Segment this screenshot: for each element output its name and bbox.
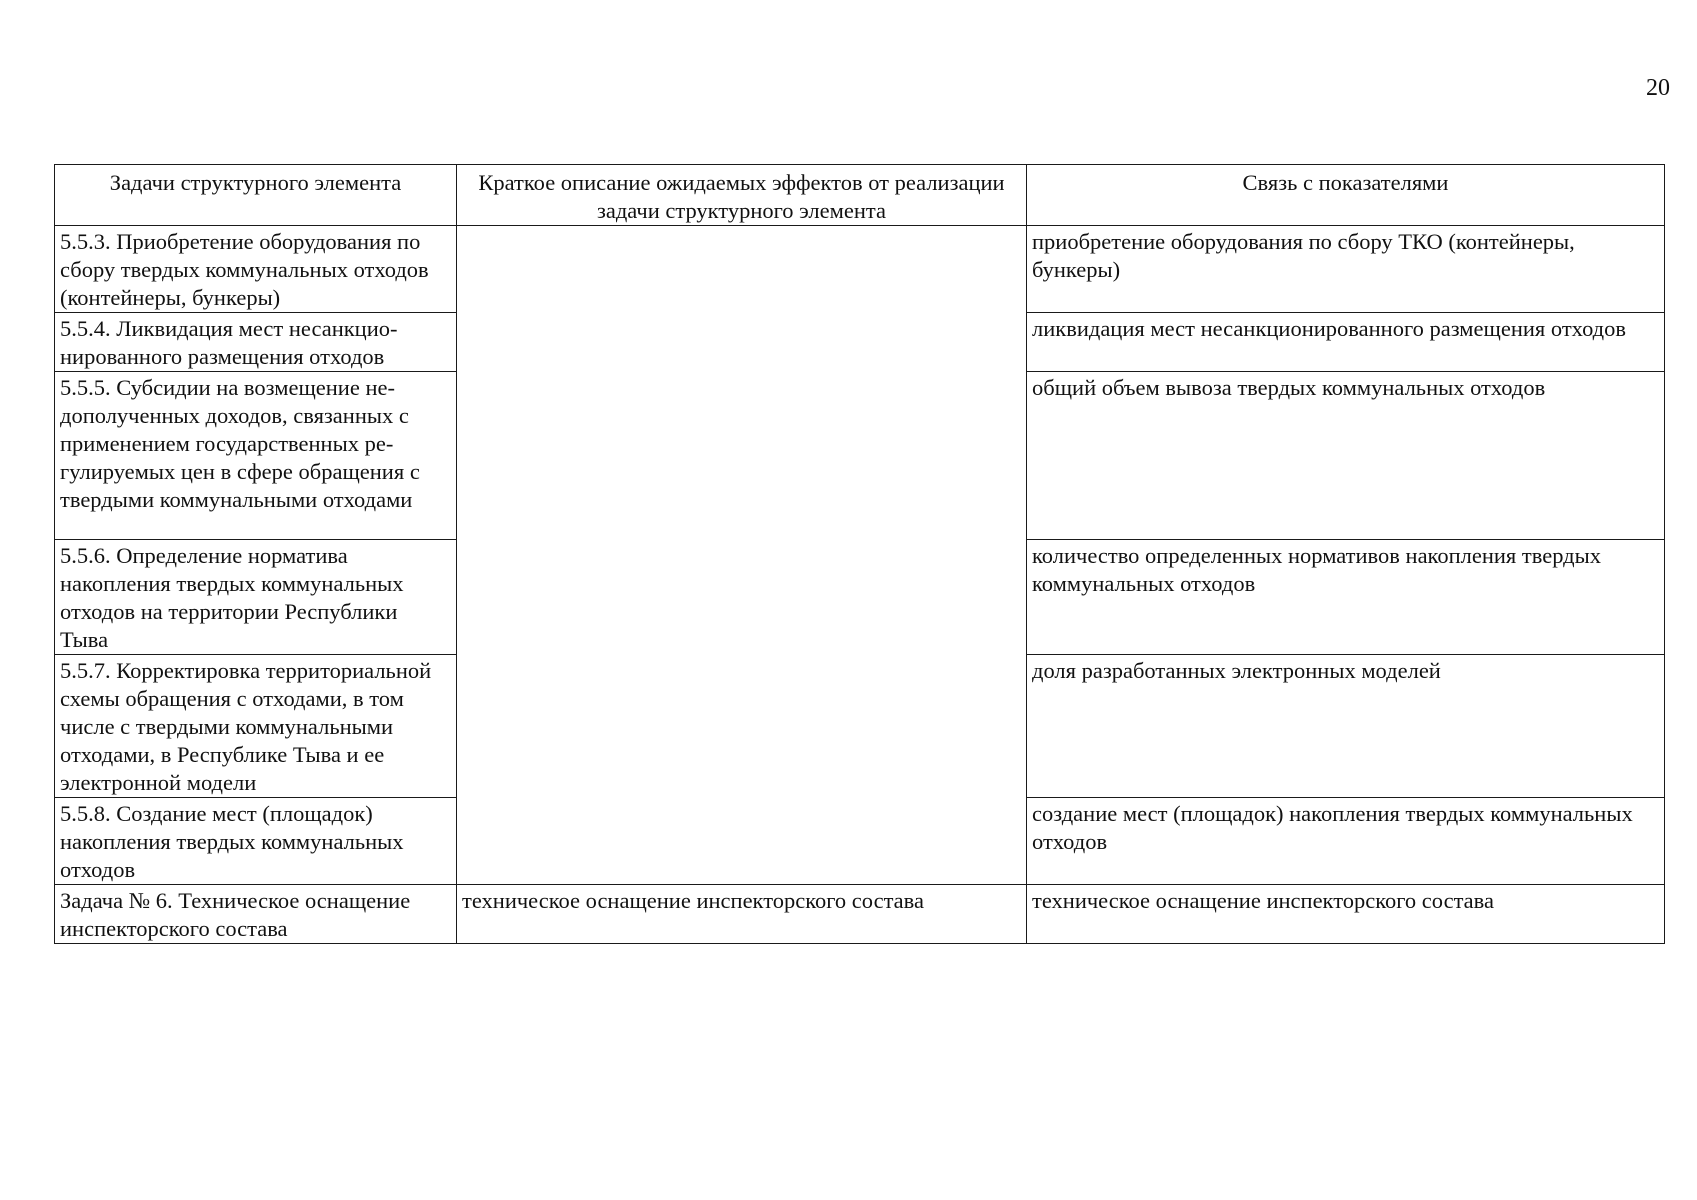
indicator-cell: количество определенных нормативов накопления твердых коммунальных отходов xyxy=(1027,540,1665,655)
effect-cell: техническое оснащение инспекторского состава xyxy=(457,885,1027,944)
indicator-cell: приобретение оборудования по сбору ТКО (контейнеры, бункеры) xyxy=(1027,226,1665,313)
task-cell: Задача № 6. Техническое оснащение инспекторского состава xyxy=(55,885,457,944)
task-cell: 5.5.4. Ликвидация мест несанкционированного размещения отходов xyxy=(55,313,457,372)
header-tasks: Задачи структурного элемента xyxy=(55,165,457,226)
task-cell: 5.5.5. Субсидии на возмещение недополученных доходов, связанных с применением государственных регулируемых цен в сфере обращения с твердыми коммунальными отходами xyxy=(55,372,457,540)
table-row xyxy=(55,885,1665,944)
indicator-cell: создание мест (площадок) накопления твердых коммунальных отходов xyxy=(1027,798,1665,885)
tasks-table xyxy=(54,164,1665,944)
indicator-cell: ликвидация мест несанкционированного размещения отходов xyxy=(1027,313,1665,372)
indicator-cell: доля разработанных электронных моделей xyxy=(1027,655,1665,798)
table-header-row xyxy=(55,165,1665,226)
effects-merged-cell xyxy=(457,226,1027,885)
task-cell: 5.5.8. Создание мест (площадок) накопления твердых коммунальных отходов xyxy=(55,798,457,885)
task-cell: 5.5.6. Определение норматива накопления твердых коммунальных отходов на территории Республики Тыва xyxy=(55,540,457,655)
table-row xyxy=(55,226,1665,313)
header-indicators: Связь с показателями xyxy=(1027,165,1665,226)
indicator-cell: техническое оснащение инспекторского состава xyxy=(1027,885,1665,944)
header-effects: Краткое описание ожидаемых эффектов от реализации задачи структурного элемента xyxy=(457,165,1027,226)
page-number: 20 xyxy=(1646,75,1670,101)
task-cell: 5.5.7. Корректировка территориальной схемы обращения с отходами, в том числе с твердыми коммунальными отходами, в Республике Тыва и ее электронной модели xyxy=(55,655,457,798)
indicator-cell: общий объем вывоза твердых коммунальных отходов xyxy=(1027,372,1665,540)
task-cell: 5.5.3. Приобретение оборудования по сбору твердых коммунальных отходов (контейнеры, бункеры) xyxy=(55,226,457,313)
